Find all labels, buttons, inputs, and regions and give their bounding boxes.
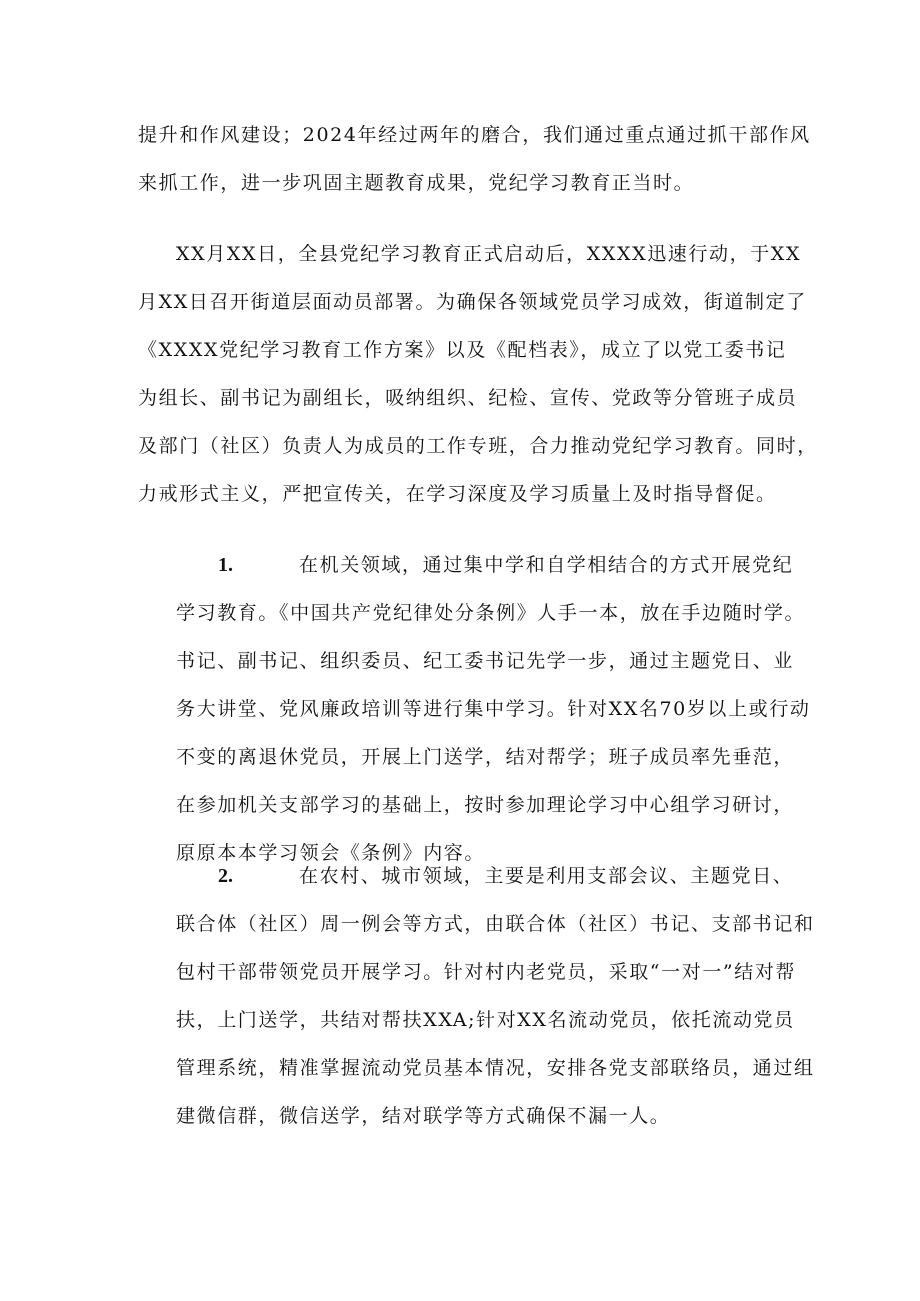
item-2-line-5: 管理系统，精准掌握流动党员基本情况，安排各党支部联络员，通过组 [176, 1057, 815, 1079]
paragraph-2-line-5: 及部门（社区）负责人为成员的工作专班，合力推动党纪学习教育。同时， [138, 435, 818, 457]
paragraph-2-line-4: 为组长、副书记为副组长，吸纳组织、纪检、宣传、党政等分管班子成员 [138, 387, 798, 409]
item-2-line-2: 联合体（社区）周一例会等方式，由联合体（社区）书记、支部书记和 [176, 913, 815, 935]
item-2-line-6: 建微信群，微信送学，结对联学等方式确保不漏一人。 [176, 1105, 671, 1127]
item-1-line-5: 不变的离退休党员，开展上门送学，结对帮学；班子成员率先垂范， [176, 746, 795, 768]
item-2-line-3: 包村干部带领党员开展学习。针对村内老党员，采取“一对一”结对帮 [176, 961, 797, 983]
item-2-number: 2. [218, 865, 233, 887]
item-1-line-3: 书记、副书记、组织委员、纪工委书记先学一步，通过主题党日、业 [176, 650, 795, 672]
item-1-line-1: 在机关领域，通过集中学和自学相结合的方式开展党纪 [299, 554, 794, 576]
item-1-line-6: 在参加机关支部学习的基础上，按时参加理论学习中心组学习研讨， [176, 794, 795, 816]
item-2-line-1: 在农村、城市领域，主要是利用支部会议、主题党日、 [299, 865, 794, 887]
item-1-line-2: 学习教育。《中国共产党纪律处分条例》人手一本，放在手边随时学。 [176, 602, 806, 624]
paragraph-2-line-3: 《XXXX党纪学习教育工作方案》以及《配档表》，成立了以党工委书记 [138, 339, 787, 361]
paragraph-1-line-1: 提升和作风建设；2024年经过两年的磨合，我们通过重点通过抓干部作风 [138, 124, 811, 146]
paragraph-2-line-2: 月XX日召开街道层面动员部署。为确保各领域党员学习成效，街道制定了 [138, 291, 807, 313]
item-1-line-7: 原原本本学习领会《条例》内容。 [176, 842, 486, 864]
item-2-line-4: 扶，上门送学，共结对帮扶XXA;针对XX名流动党员，依托流动党员 [176, 1009, 795, 1031]
item-1-number: 1. [218, 554, 233, 576]
paragraph-2-line-1: XX月XX日，全县党纪学习教育正式启动后，XXXX迅速行动，于XX [176, 243, 802, 265]
paragraph-2-line-6: 力戒形式主义，严把宣传关，在学习深度及学习质量上及时指导督促。 [138, 483, 777, 505]
paragraph-1-line-2: 来抓工作，进一步巩固主题教育成果，党纪学习教育正当时。 [138, 172, 695, 194]
item-1-line-4: 务大讲堂、党风廉政培训等进行集中学习。针对XX名70岁以上或行动 [176, 698, 811, 720]
